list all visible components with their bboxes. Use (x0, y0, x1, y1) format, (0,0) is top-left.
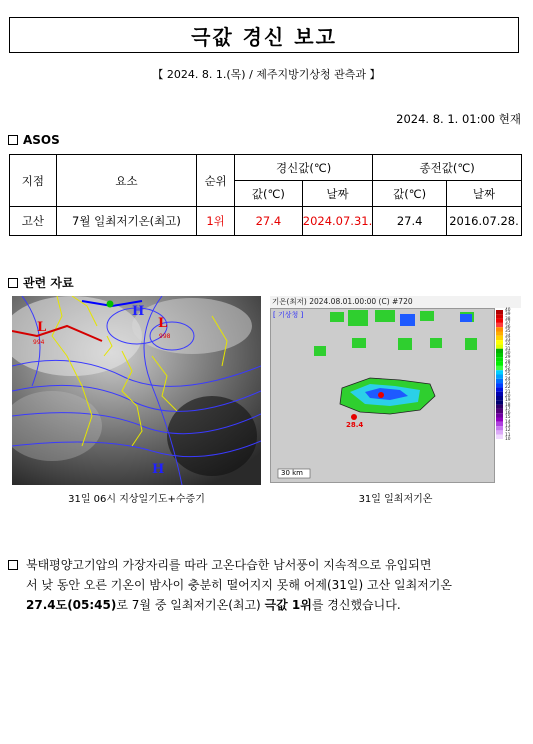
pressure-label: 998 (159, 333, 171, 340)
table-row (10, 207, 522, 236)
cell-old-value: 27.4 (373, 207, 447, 236)
marker-value: 28.4 (346, 421, 364, 429)
high-pressure-label: H (132, 304, 145, 319)
subheader-old-date: 날짜 (446, 181, 521, 207)
min-temp-map-image (270, 296, 521, 485)
checkbox-icon (8, 278, 18, 288)
paragraph-line: 북태평양고기압의 가장자리를 따라 고온다습한 남서풍이 지속적으로 유입되면 (26, 558, 432, 572)
header-station: 지점 (10, 155, 57, 207)
left-image-caption: 31일 06시 지상일기도+수증기 (68, 494, 205, 505)
weather-chart-graphic (12, 296, 261, 485)
record-rank-text: 극값 1위 (264, 598, 312, 612)
paragraph-line: 서 낮 동안 오른 기온이 밤사이 충분히 떨어지지 못해 어제(31일) 고산 일최저기온 (26, 578, 452, 592)
min-temp-map-graphic (270, 296, 521, 485)
record-table (9, 154, 522, 236)
low-pressure-label: L (158, 316, 168, 331)
cell-new-date: 2024.07.31. (302, 207, 373, 236)
cell-rank: 1위 (197, 207, 235, 236)
cell-new-value: 27.4 (234, 207, 302, 236)
map-header: 기온(최저) 2024.08.01.00:00 (C) #720 (270, 296, 521, 308)
report-datetime: 2024. 8. 1. 01:00 현재 (396, 112, 521, 126)
weather-chart-image (12, 296, 261, 485)
report-title: 극값 경신 보고 (9, 17, 519, 53)
paragraph-line: 27.4도(05:45)로 7월 중 일최저기온(최고) 극값 1위를 경신했습니다. (26, 598, 401, 612)
department-line: 【 2024. 8. 1.(목) / 제주지방기상청 관측과 】 (152, 68, 381, 81)
cell-station: 고산 (10, 207, 57, 236)
section-asos (8, 133, 60, 147)
summary-paragraph (8, 555, 523, 615)
low-pressure-label: L (37, 320, 47, 335)
section-asos-label: ASOS (23, 133, 60, 147)
header-updated: 경신값(℃) (234, 155, 372, 181)
cell-element: 7월 일최저기온(최고) (56, 207, 196, 236)
header-previous: 종전값(℃) (373, 155, 522, 181)
header-rank: 순위 (197, 155, 235, 207)
subheader-new-value: 값(℃) (234, 181, 302, 207)
subheader-old-value: 값(℃) (373, 181, 447, 207)
map-scale: 30 km (281, 469, 304, 477)
cell-old-date: 2016.07.28. (446, 207, 521, 236)
colorbar-ticks: 40 39 38 37 36 35 34 33 32 31 30 29 28 27 26 25 24 23 22 21 20 19 18 17 16 15 14 13 12 11 10 (505, 308, 511, 442)
colorbar (496, 310, 503, 439)
high-pressure-label: H (152, 462, 165, 477)
agency-label: [ 기상청 ] (273, 311, 304, 319)
checkbox-icon (8, 135, 18, 145)
subheader-new-date: 날짜 (302, 181, 373, 207)
section-related-label: 관련 자료 (23, 276, 74, 290)
section-related (8, 274, 74, 291)
checkbox-icon (8, 560, 18, 570)
record-value-text: 27.4도(05:45) (26, 598, 117, 612)
right-image-caption: 31일 일최저기온 (358, 494, 433, 505)
header-element: 요소 (56, 155, 196, 207)
pressure-label: 994 (33, 339, 45, 346)
